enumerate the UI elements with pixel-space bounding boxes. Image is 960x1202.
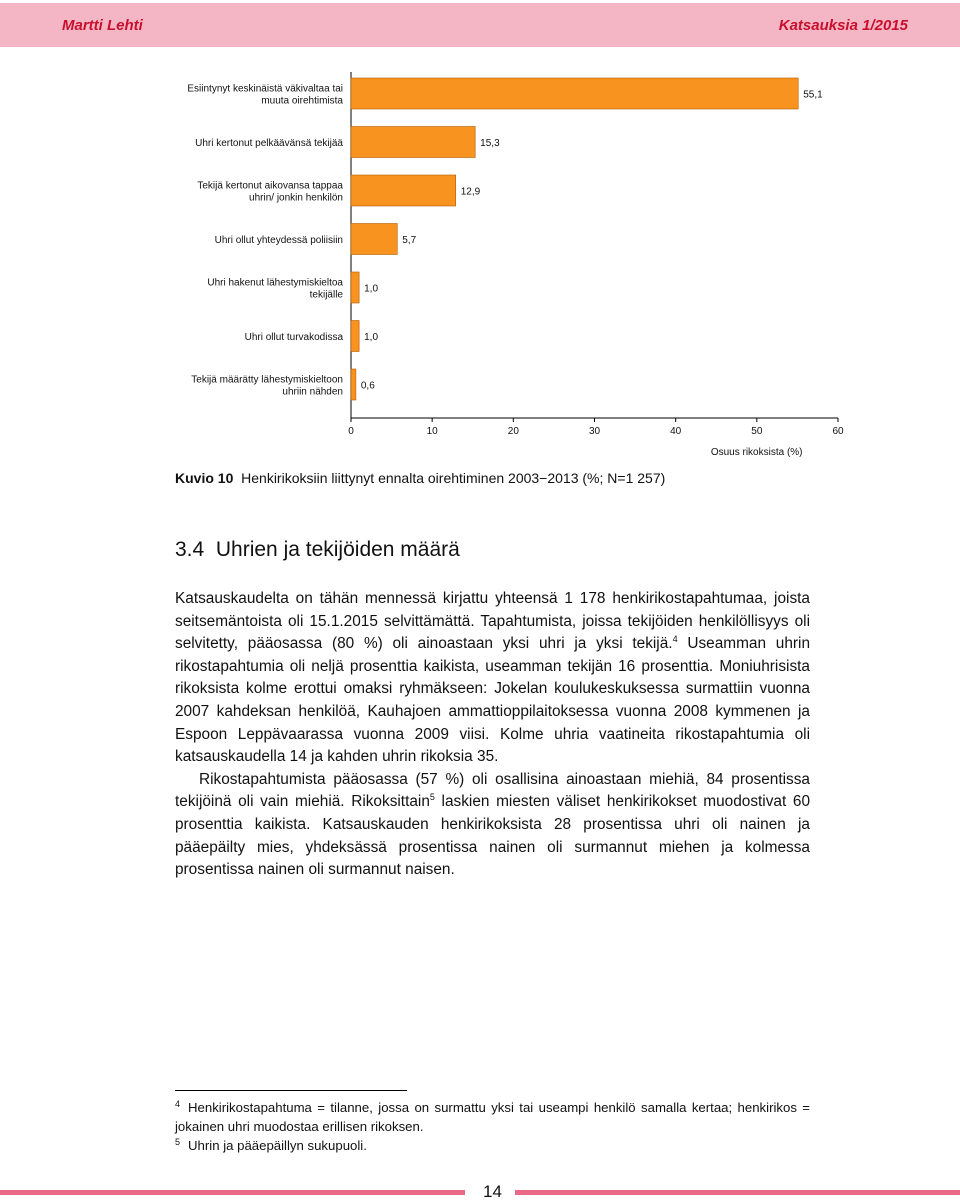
caption-label: Kuvio 10 — [175, 470, 234, 486]
bar — [351, 224, 397, 255]
data-label: 15,3 — [480, 138, 500, 149]
footnote-5 — [175, 1136, 810, 1155]
footnote-ref-5[interactable]: 5 — [429, 792, 435, 803]
category-label: Tekijä määrätty lähestymiskieltoon — [191, 374, 343, 386]
header-series: Katsauksia 1/2015 — [778, 17, 908, 34]
bar — [351, 175, 456, 206]
footnote-text: Henkirikostapahtuma = tilanne, jossa on surmattu yksi tai useampi henkilö samalla kertaa; henkirikos = jokainen uhri muodostaa erillisen rikoksen. — [175, 1100, 810, 1134]
category-label: Uhri kertonut pelkäävänsä tekijää — [195, 138, 343, 149]
data-label: 5,7 — [402, 235, 417, 246]
p1-text-a: Katsauskaudelta on tähän mennessä kirjattu yhteensä 1 178 henkirikostapahtumaa, joista seitsemäntoista oli 15.1.2015 selvittämättä. Tapahtumista, joissa tekijöiden henkilöllisyys oli selvitetty, pääosassa (80 %) oli ainoastaan yksi uhri ja yksi tekijä. — [175, 590, 810, 653]
section-number: 3.4 — [175, 538, 205, 561]
footnote-mark: 5 — [175, 1137, 181, 1147]
category-label: Uhri ollut yhteydessä poliisiin — [214, 235, 343, 246]
bar-chart — [170, 70, 870, 465]
category-label: muuta oirehtimista — [261, 95, 343, 107]
x-axis-label: Osuus rikoksista (%) — [710, 447, 803, 458]
x-tick-label: 60 — [832, 426, 844, 437]
header-author: Martti Lehti — [62, 17, 143, 34]
x-tick-label: 30 — [588, 426, 601, 437]
section-title: Uhrien ja tekijöiden määrä — [215, 538, 460, 561]
caption-text: Henkirikoksiin liittynyt ennalta oirehtiminen 2003−2013 (%; N=1 257) — [241, 470, 666, 486]
x-tick-label: 0 — [348, 426, 354, 437]
footnote-text: Uhrin ja pääepäillyn sukupuoli. — [188, 1138, 367, 1153]
paragraph-1 — [175, 588, 810, 769]
bar — [351, 272, 359, 303]
p2-text-b: laskien miesten väliset henkirikokset muodostivat 60 prosenttia kaikista. Katsauskauden henkirikoksista 28 prosentissa uhri oli nainen ja pääepäilty mies, yhdeksässä prosentissa nainen oli surmannut miehen ja kolmessa prosentissa nainen oli surmannut naisen. — [175, 793, 810, 879]
category-label: Uhri ollut turvakodissa — [244, 332, 343, 343]
paragraph-2 — [175, 769, 810, 882]
bar — [351, 127, 475, 158]
section-heading — [175, 538, 460, 562]
x-tick-label: 20 — [507, 426, 519, 437]
footnote-ref-4[interactable]: 4 — [672, 634, 678, 645]
page-header — [0, 3, 960, 47]
data-label: 0,6 — [360, 380, 375, 392]
footnote-4 — [175, 1098, 810, 1136]
footnote-rule — [175, 1090, 407, 1091]
figure-caption — [175, 470, 665, 486]
data-label: 1,0 — [364, 283, 379, 295]
data-label: 1,0 — [364, 332, 379, 343]
footer-bar-right — [515, 1190, 960, 1195]
bar — [351, 369, 356, 400]
category-label: uhrin/ jonkin henkilön — [249, 192, 343, 204]
p1-text-b: Useamman uhrin rikostapahtumia oli neljä prosenttia kaikista, useamman tekijän 16 prosenttia. Moniuhrisista rikoksista kolme erottui omaksi ryhmäkseen: Jokelan koulukeskuksessa surmattiin vuonna 2007 kahdeksan henkilöä, Kauhajoen ammattioppilaitoksessa vuonna 2008 kymmenen ja Espoon Leppävaarassa vuonna 2009 viisi. Kolme uhria vaatineita rikostapahtumia oli katsauskaudella 14 ja kahden uhrin rikoksia 35. — [175, 635, 811, 766]
bar — [351, 78, 798, 109]
bar — [351, 321, 359, 352]
data-label: 12,9 — [460, 186, 481, 198]
category-label: uhriin nähden — [282, 386, 343, 398]
footer-bar-left — [0, 1190, 465, 1195]
footnotes — [175, 1098, 810, 1155]
page-number: 14 — [483, 1182, 502, 1201]
category-label: tekijälle — [309, 289, 343, 301]
body-text — [175, 588, 810, 882]
category-label: Esiintynyt keskinäistä väkivaltaa tai — [187, 83, 343, 95]
category-label: Tekijä kertonut aikovansa tappaa — [197, 180, 343, 192]
x-tick-label: 10 — [426, 426, 438, 437]
x-tick-label: 50 — [751, 426, 763, 437]
data-label: 55,1 — [803, 89, 823, 101]
category-label: Uhri hakenut lähestymiskieltoa — [207, 277, 343, 289]
footnote-mark: 4 — [175, 1099, 181, 1109]
p2-text-a: Rikostapahtumista pääosassa (57 %) oli osallisina ainoastaan miehiä, 84 prosentissa tekijöinä oli vain miehiä. Rikoksittain — [175, 770, 810, 811]
x-tick-label: 40 — [670, 426, 682, 437]
